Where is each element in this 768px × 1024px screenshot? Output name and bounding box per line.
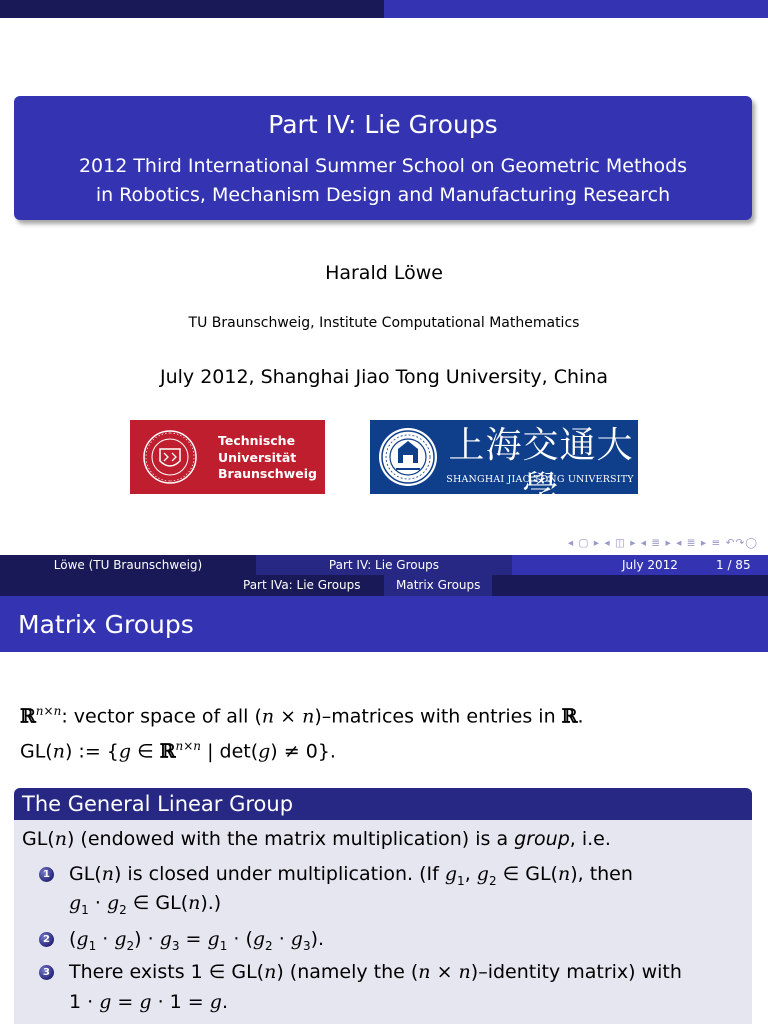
list-item-text-cont: 1 · g = g · 1 = g. [69, 991, 228, 1013]
top-bar-left [0, 0, 384, 18]
block-title-bar [14, 788, 752, 820]
sjtu-logo [370, 420, 638, 510]
list-item-text: GL(n) is closed under multiplication. (If $g_1$, $g_2$ ∈ GL(n), then [69, 863, 633, 888]
slide-top-bar [0, 0, 768, 18]
block-body [14, 820, 752, 1024]
top-bar-right [384, 0, 768, 18]
list-item-text-cont: $g_1 \cdot g_2$ ∈ GL(n).) [69, 892, 222, 917]
tu-braunschweig-wordmark: Technische Universität Braunschweig [218, 433, 317, 481]
tu-braunschweig-seal-icon [142, 429, 198, 485]
footer-author: Löwe (TU Braunschweig) [0, 555, 256, 575]
sjtu-english-name: SHANGHAI JIAO TONG UNIVERSITY [446, 474, 634, 485]
enumerate-bullet: 1 [39, 867, 54, 882]
section-navigation-bar [0, 575, 768, 596]
subtitle-line-1: 2012 Third International Summer School on Geometric Methods [78, 155, 688, 177]
tu-braunschweig-logo [130, 420, 325, 494]
title-box [14, 96, 752, 220]
institute: TU Braunschweig, Institute Computational Mathematics [188, 315, 580, 331]
nav-subsection[interactable]: Matrix Groups [384, 575, 492, 596]
author-name: Harald Löwe [325, 262, 443, 284]
list-item-text: There exists 1 ∈ GL(n) (namely the (n × n)–identity matrix) with [69, 961, 682, 983]
footer-page-number: 1 / 85 [716, 558, 751, 572]
theorem-block [14, 788, 752, 1024]
list-item-text: $(g_1 \cdot g_2) \cdot g_3 = g_1 \cdot (g_2 \cdot g_3)$. [69, 928, 325, 953]
nav-section[interactable]: Part IVa: Lie Groups [243, 578, 361, 592]
date-venue: July 2012, Shanghai Jiao Tong University, China [159, 366, 609, 388]
presentation-title: Part IV: Lie Groups [268, 110, 498, 139]
math-line-matrix-space: ℝ$^{n\times n}$: vector space of all (n × n)–matrices with entries in ℝ. [20, 704, 584, 728]
frame-title: Matrix Groups [18, 610, 194, 639]
sjtu-chinese-name: 上海交通大學 [448, 425, 634, 510]
footer-date: July 2012 [622, 558, 678, 572]
slide-footer [0, 555, 768, 575]
enumerate-bullet: 3 [39, 965, 54, 980]
footer-title: Part IV: Lie Groups [256, 555, 512, 575]
sjtu-seal-icon [376, 425, 440, 489]
presentation-subtitle [14, 152, 752, 210]
subtitle-line-2: in Robotics, Mechanism Design and Manufacturing Research [95, 184, 671, 206]
frame-title-bar [0, 596, 768, 652]
footer-right [512, 555, 768, 575]
block-title: The General Linear Group [22, 792, 294, 816]
enumerate-bullet: 2 [39, 932, 54, 947]
math-line-gl-definition: GL(n) := {g ∈ ℝ$^{n\times n}$ | det(g) ≠ 0}. [20, 739, 336, 763]
beamer-navigation-symbols[interactable]: ◂ ▢ ▸ ◂ ◫ ▸ ◂ ≣ ▸ ◂ ≣ ▸ ≡ ↶↷◯ [567, 537, 758, 549]
block-intro: GL(n) (endowed with the matrix multiplication) is a group, i.e. [22, 828, 611, 850]
